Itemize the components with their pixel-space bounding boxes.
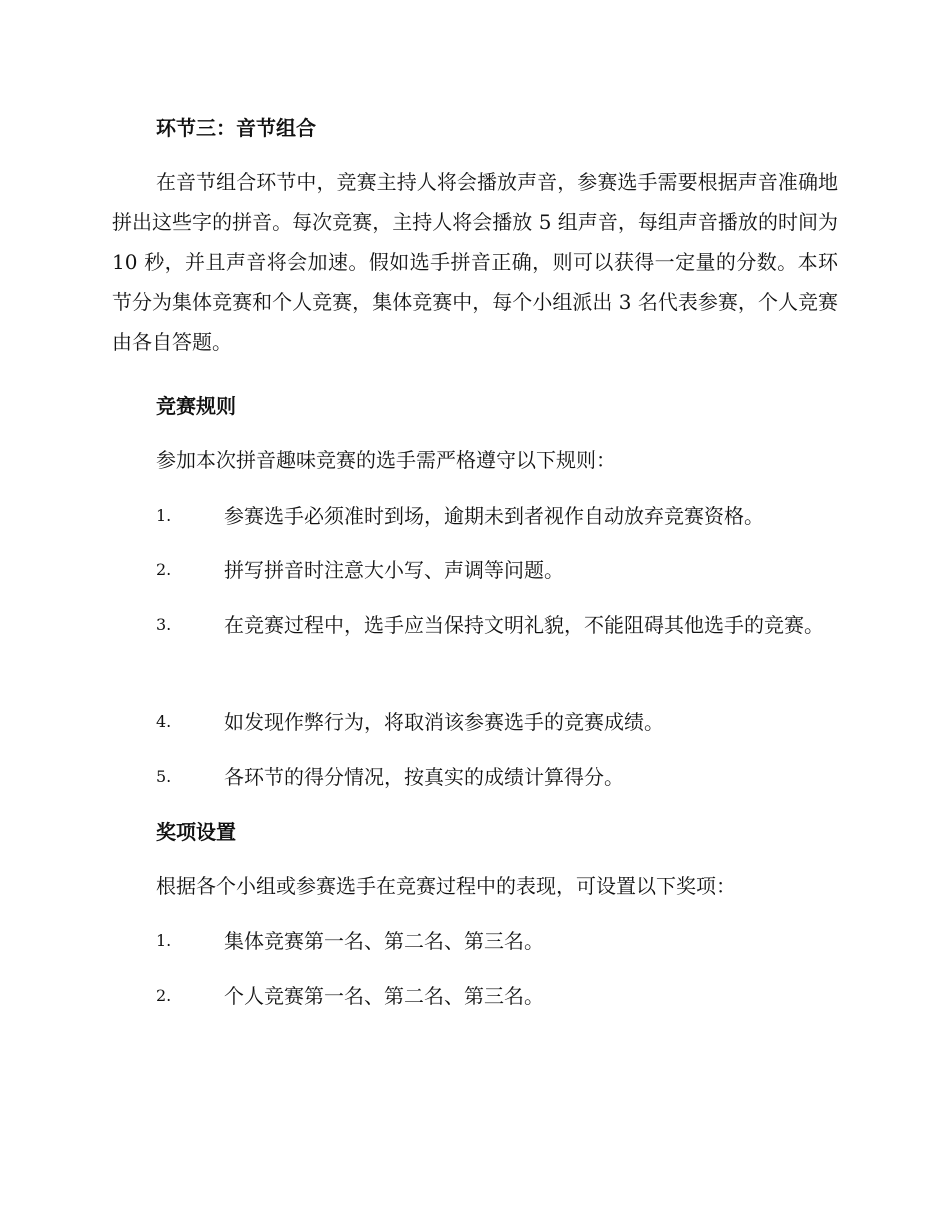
section-heading-syllable-combination: 环节三：音节组合 [156,116,316,140]
rules-list-item [112,757,838,797]
section-paragraph-syllable-combination: 在音节组合环节中，竞赛主持人将会播放声音，参赛选手需要根据声音准确地拼出这些字的拼音。每次竞赛，主持人将会播放 5 组声音，每组声音播放的时间为 10 秒，并且声音将会加速。假如选手拼音正确，则可以获得一定量的分数。本环节分为集体竞赛和个人竞赛，集体竞赛中，每个小组派出 3 名代表参赛，个人竞赛由各自答题。 [112,170,838,354]
list-number: 3. [156,615,172,634]
rules-list-item [112,605,838,645]
list-number: 1. [156,931,172,950]
awards-list-item [112,976,838,1016]
list-item-text: 个人竞赛第一名、第二名、第三名。 [224,984,544,1008]
list-item-text: 集体竞赛第一名、第二名、第三名。 [224,929,544,953]
list-item-text: 如发现作弊行为，将取消该参赛选手的竞赛成绩。 [224,710,664,734]
rules-list-item [112,702,838,742]
list-number: 2. [156,986,172,1005]
awards-intro: 根据各个小组或参赛选手在竞赛过程中的表现，可设置以下奖项： [156,874,736,898]
list-item-text: 参赛选手必须准时到场，逾期未到者视作自动放弃竞赛资格。 [224,504,764,528]
list-item-text: 在竞赛过程中，选手应当保持文明礼貌，不能阻碍其他选手的竞赛。 [224,613,824,637]
list-number: 2. [156,560,172,579]
section-heading-rules: 竞赛规则 [156,394,236,418]
rules-list-item [112,496,838,536]
list-number: 5. [156,767,172,786]
list-number: 4. [156,712,172,731]
rules-list-item [112,550,838,590]
list-item-text: 拼写拼音时注意大小写、声调等问题。 [224,558,564,582]
section-heading-awards: 奖项设置 [156,820,236,844]
awards-list-item [112,921,838,961]
rules-intro: 参加本次拼音趣味竞赛的选手需严格遵守以下规则： [156,448,616,472]
list-item-text: 各环节的得分情况，按真实的成绩计算得分。 [224,765,624,789]
list-number: 1. [156,506,172,525]
